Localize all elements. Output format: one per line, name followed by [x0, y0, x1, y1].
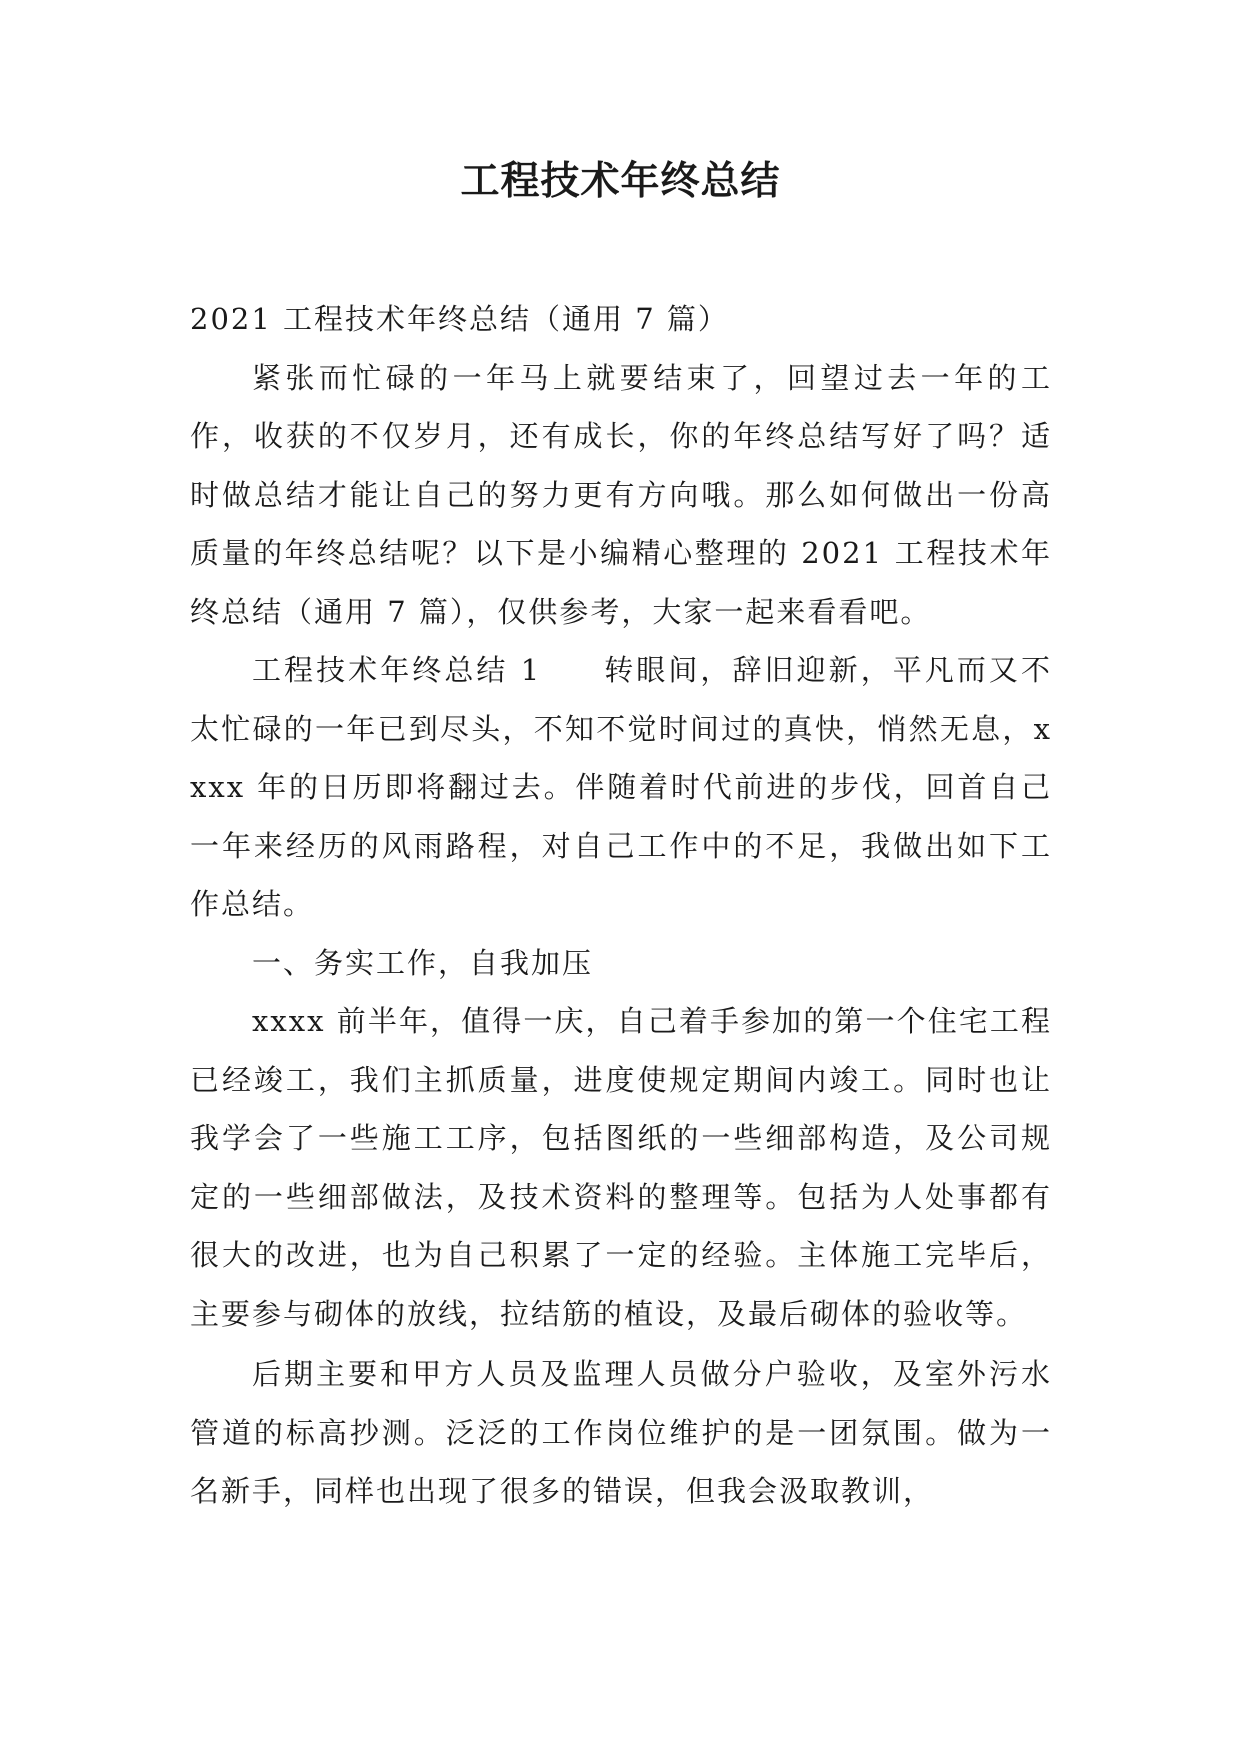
subheading-work: 一、务实工作，自我加压 [252, 945, 594, 980]
section-1-paragraph [190, 641, 1052, 934]
section-1-text: 转眼间，辞旧迎新，平凡而又不太忙碌的一年已到尽头，不知不觉时间过的真快，悄然无息，xxxx 年的日历即将翻过去。伴随着时代前进的步伐，回首自己一年来经历的风雨路程，对自己工作中的不足，我做出如下工作总结。 [190, 653, 1052, 921]
document-title: 工程技术年终总结 [460, 159, 781, 204]
intro-paragraph: 紧张而忙碌的一年马上就要结束了，回望过去一年的工作，收获的不仅岁月，还有成长，你的年终总结写好了吗？适时做总结才能让自己的努力更有方向哦。那么如何做出一份高质量的年终总结呢？以下是小编精心整理的 2021 工程技术年终总结（通用 7 篇），仅供参考，大家一起来看看吧。 [190, 360, 1052, 629]
paragraph-first-half-year: xxxx 前半年，值得一庆，自己着手参加的第一个住宅工程已经竣工，我们主抓质量，进度使规定期间内竣工。同时也让我学会了一些施工工序，包括图纸的一些细部构造，及公司规定的一些细部做法，及技术资料的整理等。包括为人处事都有很大的改进，也为自己积累了一定的经验。主体施工完毕后，主要参与砌体的放线，拉结筋的植设，及最后砌体的验收等。 [190, 1004, 1052, 1331]
paragraph-later-period: 后期主要和甲方人员及监理人员做分户验收，及室外污水管道的标高抄测。泛泛的工作岗位维护的是一团氛围。做为一名新手，同样也出现了很多的错误，但我会汲取教训， [190, 1357, 1052, 1508]
document-subtitle: 2021 工程技术年终总结（通用 7 篇） [190, 302, 729, 336]
document-body [190, 290, 1052, 1521]
section-1-heading: 工程技术年终总结 1 [252, 653, 542, 687]
